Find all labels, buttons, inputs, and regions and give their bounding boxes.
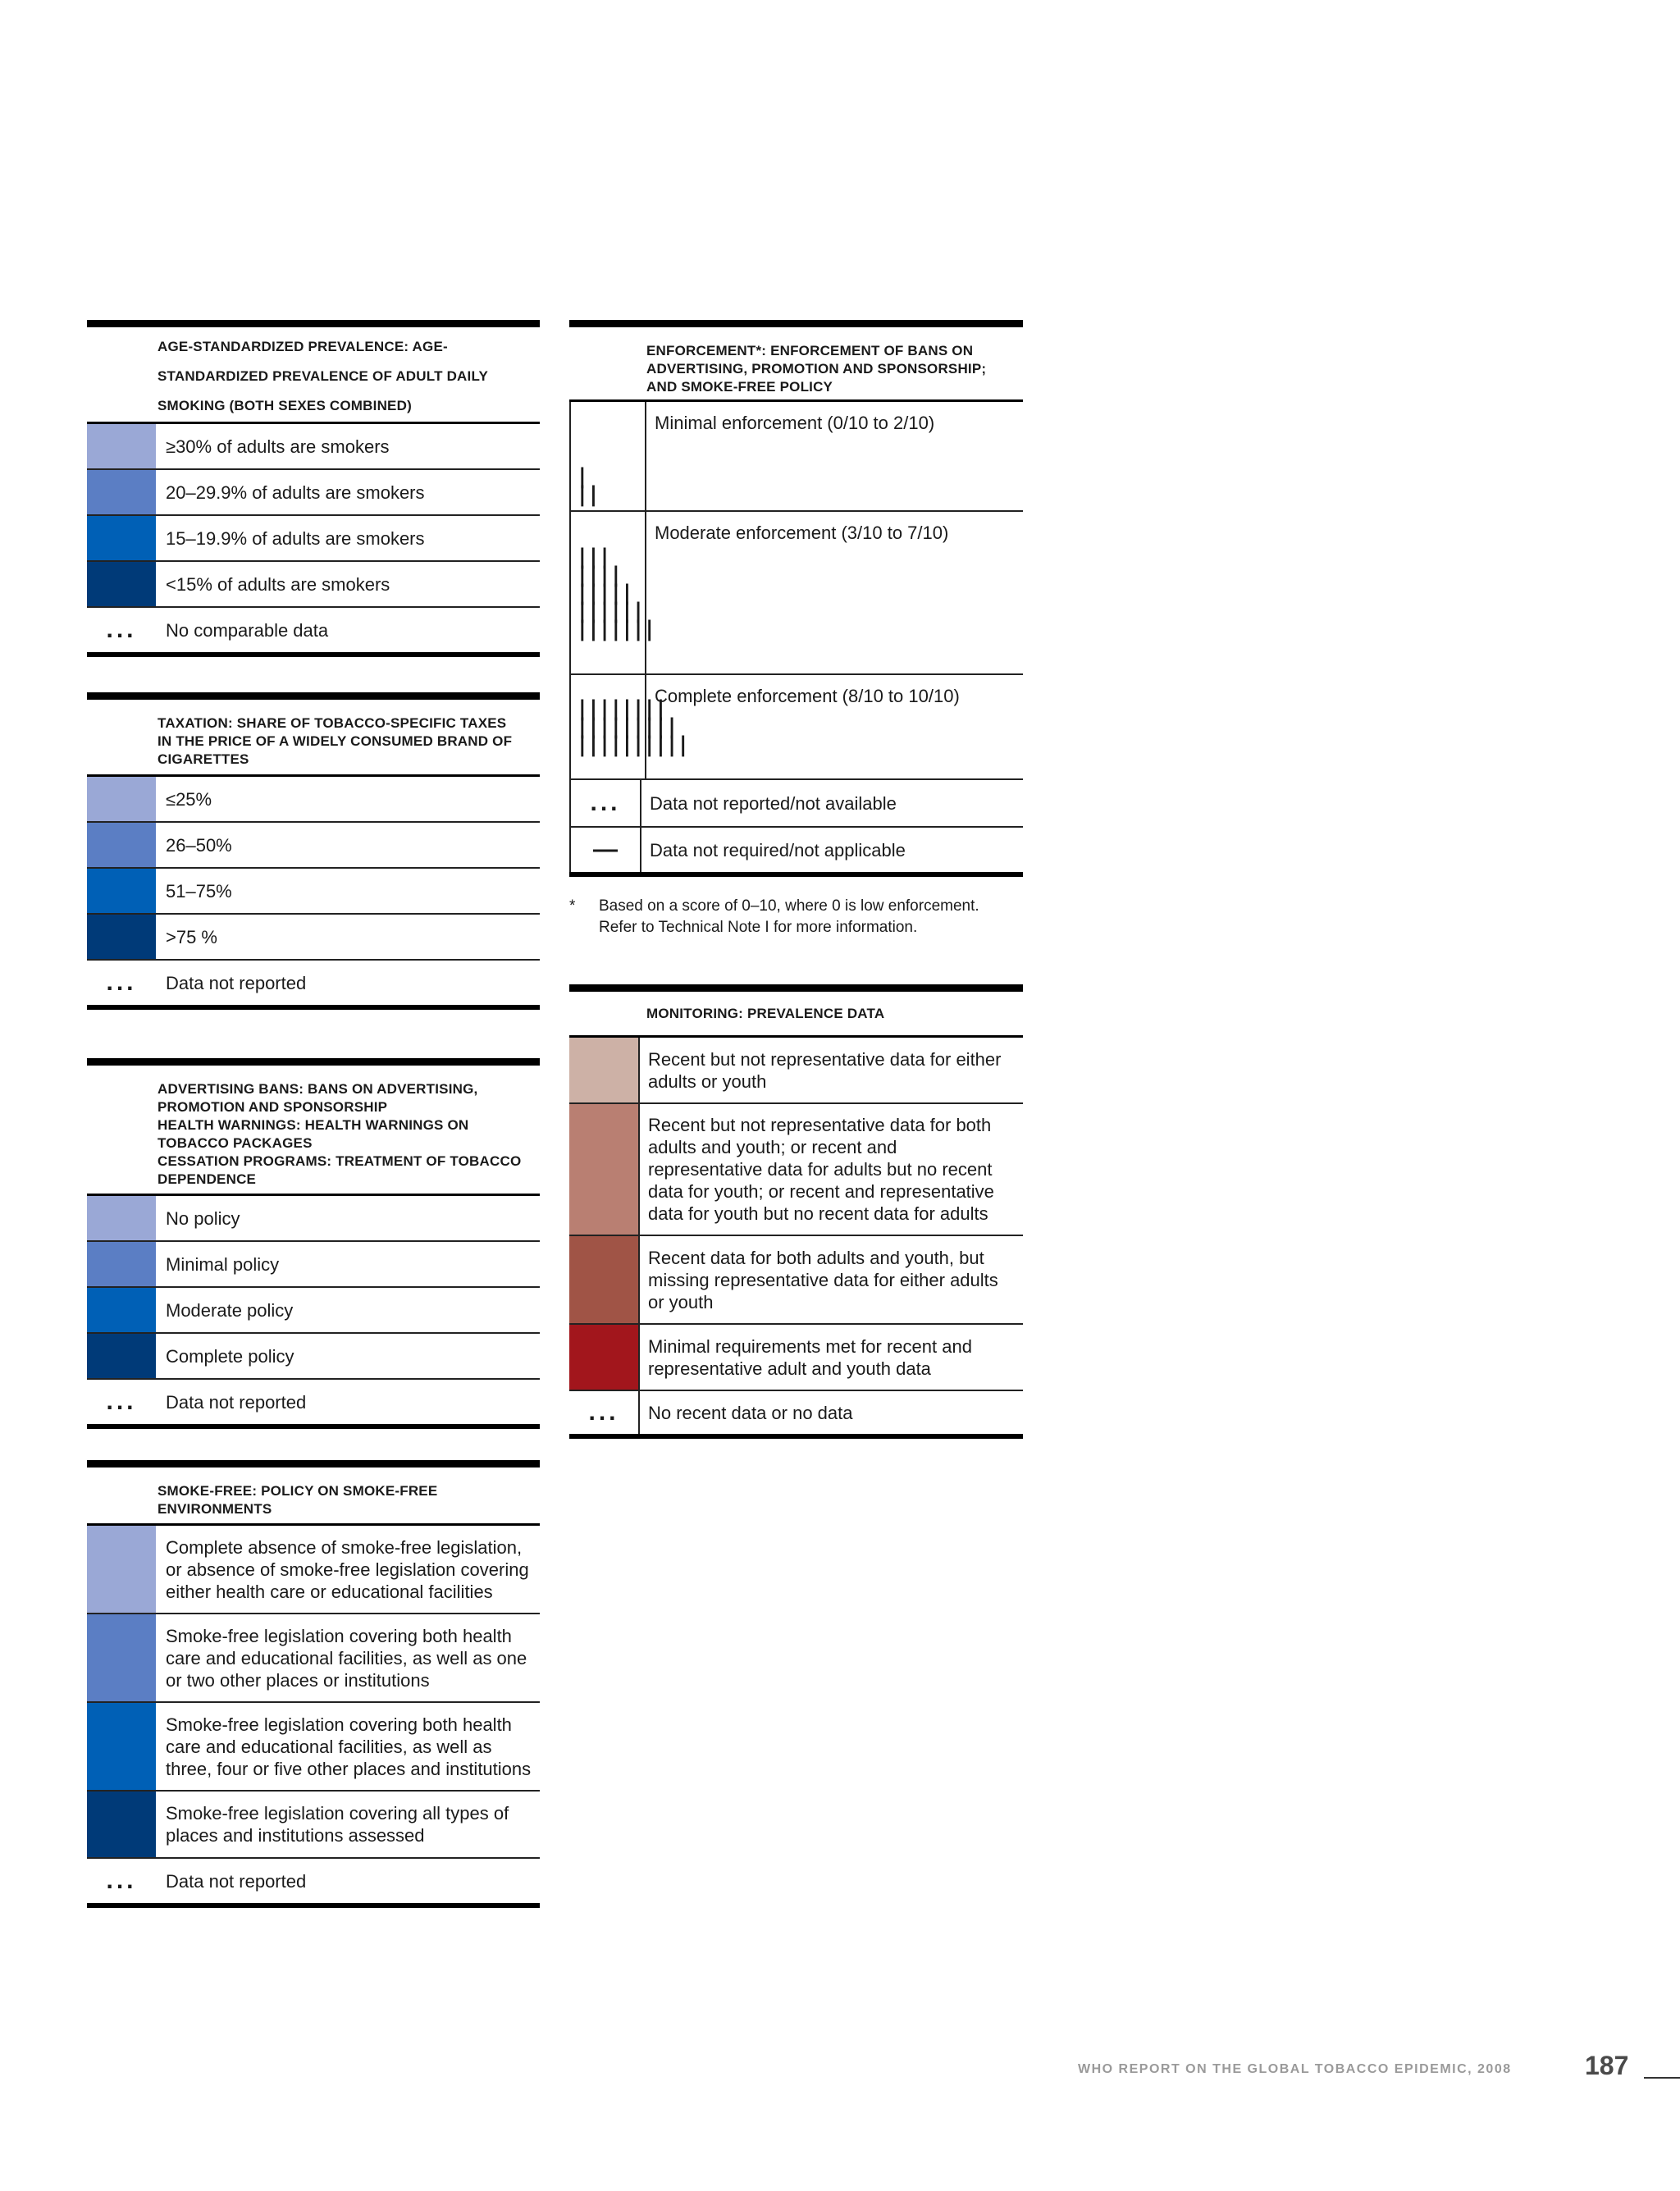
bar-marks: |||| (576, 562, 621, 587)
footnote-line: Based on a score of 0–10, where 0 is low enforcement. (599, 897, 979, 915)
bar-marks: |||||||| (576, 696, 666, 721)
legend-row (87, 1242, 540, 1288)
complete-enforcement-bars (569, 675, 688, 778)
footer-rule (1644, 2077, 1680, 2079)
legend-row-nodata (87, 1380, 540, 1429)
legend-row-nodata (87, 1859, 540, 1908)
prevalence-legend (87, 320, 540, 657)
minimal-enforcement-bars (569, 402, 645, 510)
bar-marks: |||||| (576, 598, 643, 623)
not-required-symbol: — (569, 828, 640, 872)
legend-label: ≥30% of adults are smokers (156, 424, 540, 468)
enforcement-row-notrequired (569, 828, 1023, 877)
color-swatch-lightest (87, 777, 156, 821)
health-warnings-title: HEALTH WARNINGS: HEALTH WARNINGS ON TOBACCO PACKAGES (158, 1117, 469, 1151)
advertising-bans-title: ADVERTISING BANS: BANS ON ADVERTISING, PROMOTION AND SPONSORSHIP (158, 1081, 478, 1115)
bar-marks: |||||||||| (576, 733, 688, 757)
legend-label: Recent data for both adults and youth, but missing representative data for either adults or youth (638, 1236, 1023, 1323)
legend-label: Minimal policy (156, 1242, 540, 1286)
legend-row (87, 1792, 540, 1859)
legend-label: Data not reported (156, 1859, 540, 1903)
color-swatch-lightest (87, 1526, 156, 1613)
smokefree-legend-title: SMOKE-FREE: POLICY ON SMOKE-FREE ENVIRONMENTS (158, 1483, 438, 1517)
color-swatch-medium (87, 1288, 156, 1332)
color-swatch-lightest (569, 1038, 638, 1102)
legend-label: Complete policy (156, 1334, 540, 1378)
prevalence-legend-title: AGE-STANDARDIZED PREVALENCE: AGE-STANDARDIZED PREVALENCE OF ADULT DAILY SMOKING (BOTH SEXES COMBINED) (158, 339, 488, 413)
no-data-symbol: ... (106, 616, 137, 643)
bar-marks: ||||| (576, 580, 632, 605)
no-data-symbol: ... (106, 1867, 137, 1894)
footnote-mark: * (569, 897, 576, 915)
moderate-enforcement-bars (569, 512, 655, 673)
legend-label: Data not required/not applicable (640, 828, 1023, 872)
enforcement-row-minimal (569, 402, 1023, 512)
legend-row (87, 424, 540, 470)
bar-marks: ||||||| (576, 616, 655, 641)
color-swatch-light (569, 1104, 638, 1235)
legend-label: Moderate policy (156, 1288, 540, 1332)
legend-row-nodata (87, 608, 540, 657)
legend-label: ≤25% (156, 777, 540, 821)
color-swatch-light (87, 470, 156, 514)
report-title: WHO REPORT ON THE GLOBAL TOBACCO EPIDEMIC, 2008 (1078, 2062, 1512, 2076)
legend-row (87, 915, 540, 961)
legend-label: No recent data or no data (638, 1391, 1023, 1434)
legend-label: Complete absence of smoke-free legislation, or absence of smoke-free legislation covering either health care or educational facilities (156, 1526, 540, 1613)
legend-label: Smoke-free legislation covering all types of places and institutions assessed (156, 1792, 540, 1857)
policy-legend-title (158, 1080, 523, 1189)
legend-row (87, 1614, 540, 1703)
legend-label: Recent but not representative data for either adults or youth (638, 1038, 1023, 1102)
legend-label: Recent but not representative data for both adults and youth; or recent and representative data for adults but no recent data for youth; or recent and representative data for youth but no recent data for adults (638, 1104, 1023, 1235)
legend-label: 26–50% (156, 823, 540, 867)
legend-row (87, 470, 540, 516)
legend-row (87, 1334, 540, 1380)
legend-label: Data not reported (156, 961, 540, 1005)
legend-row (87, 1288, 540, 1334)
legend-label: Minimal requirements met for recent and representative adult and youth data (638, 1325, 1023, 1390)
color-swatch-dark (87, 1792, 156, 1857)
no-data-symbol: ... (106, 969, 137, 996)
color-swatch-dark (87, 1334, 156, 1378)
bar-marks: ||| (576, 544, 609, 569)
color-swatch-dark (87, 915, 156, 959)
enforcement-legend-header (569, 320, 1023, 402)
legend-label: Data not reported (156, 1380, 540, 1424)
legend-row (87, 1526, 540, 1614)
enforcement-row-moderate (569, 512, 1023, 675)
taxation-legend-header (87, 692, 540, 777)
legend-row (569, 1038, 1023, 1104)
not-available-symbol: ... (569, 780, 640, 826)
color-swatch-dark (87, 562, 156, 606)
policy-legend (87, 1058, 540, 1429)
legend-row-nodata (87, 961, 540, 1010)
legend-label: 15–19.9% of adults are smokers (156, 516, 540, 560)
legend-row (87, 869, 540, 915)
legend-row (569, 1325, 1023, 1391)
footnote-line: Refer to Technical Note I for more information. (599, 919, 918, 936)
legend-label: Data not reported/not available (640, 780, 1023, 826)
color-swatch-medium (87, 869, 156, 913)
legend-row (569, 1104, 1023, 1236)
no-data-symbol: ... (106, 1388, 137, 1415)
legend-label: Complete enforcement (8/10 to 10/10) (645, 675, 1023, 778)
policy-legend-header (87, 1058, 540, 1196)
enforcement-legend-title: ENFORCEMENT*: ENFORCEMENT OF BANS ON ADVERTISING, PROMOTION AND SPONSORSHIP; AND SMOKE-FREE POLICY (646, 343, 987, 395)
legend-label: >75 % (156, 915, 540, 959)
legend-label: No comparable data (156, 608, 540, 652)
monitoring-legend (569, 984, 1023, 1439)
legend-row (87, 516, 540, 562)
prevalence-legend-header (87, 320, 540, 424)
color-swatch-dark (569, 1325, 638, 1390)
legend-row (87, 823, 540, 869)
legend-row-nodata (569, 1391, 1023, 1439)
legend-label: <15% of adults are smokers (156, 562, 540, 606)
legend-row (87, 1196, 540, 1242)
color-swatch-lightest (87, 1196, 156, 1240)
legend-label: Smoke-free legislation covering both health care and educational facilities, as well as one or two other places or institutions (156, 1614, 540, 1701)
legend-label: No policy (156, 1196, 540, 1240)
monitoring-legend-title: MONITORING: PREVALENCE DATA (646, 1006, 885, 1021)
legend-label: Minimal enforcement (0/10 to 2/10) (645, 402, 1023, 510)
page-footer (1066, 2051, 1680, 2084)
color-swatch-medium (569, 1236, 638, 1323)
taxation-legend (87, 692, 540, 1010)
smokefree-legend (87, 1460, 540, 1908)
enforcement-row-complete (569, 675, 1023, 780)
enforcement-footnote (569, 896, 1023, 938)
color-swatch-lightest (87, 424, 156, 468)
legend-row (87, 1703, 540, 1792)
bar-marks: || (576, 482, 599, 507)
legend-row (87, 562, 540, 608)
monitoring-legend-header (569, 984, 1023, 1038)
legend-row (87, 777, 540, 823)
color-swatch-medium (87, 516, 156, 560)
no-data-symbol: ... (588, 1399, 619, 1426)
legend-label: 51–75% (156, 869, 540, 913)
enforcement-legend (569, 320, 1023, 877)
smokefree-legend-header (87, 1460, 540, 1526)
legend-row (569, 1236, 1023, 1325)
legend-label: Smoke-free legislation covering both health care and educational facilities, as well as three, four or five other places and institutions (156, 1703, 540, 1790)
page-number: 187 (1585, 2051, 1629, 2080)
cessation-programs-title: CESSATION PROGRAMS: TREATMENT OF TOBACCO DEPENDENCE (158, 1153, 522, 1187)
color-swatch-light (87, 823, 156, 867)
legend-label: Moderate enforcement (3/10 to 7/10) (645, 512, 1023, 673)
color-swatch-light (87, 1614, 156, 1701)
legend-label: 20–29.9% of adults are smokers (156, 470, 540, 514)
color-swatch-medium (87, 1703, 156, 1790)
bar-marks: | (576, 464, 587, 489)
color-swatch-light (87, 1242, 156, 1286)
taxation-legend-title: TAXATION: SHARE OF TOBACCO-SPECIFIC TAXES IN THE PRICE OF A WIDELY CONSUMED BRAND OF CIGARETTES (158, 715, 513, 767)
bar-marks: ||||||||| (576, 714, 677, 739)
enforcement-row-notavailable (569, 780, 1023, 828)
